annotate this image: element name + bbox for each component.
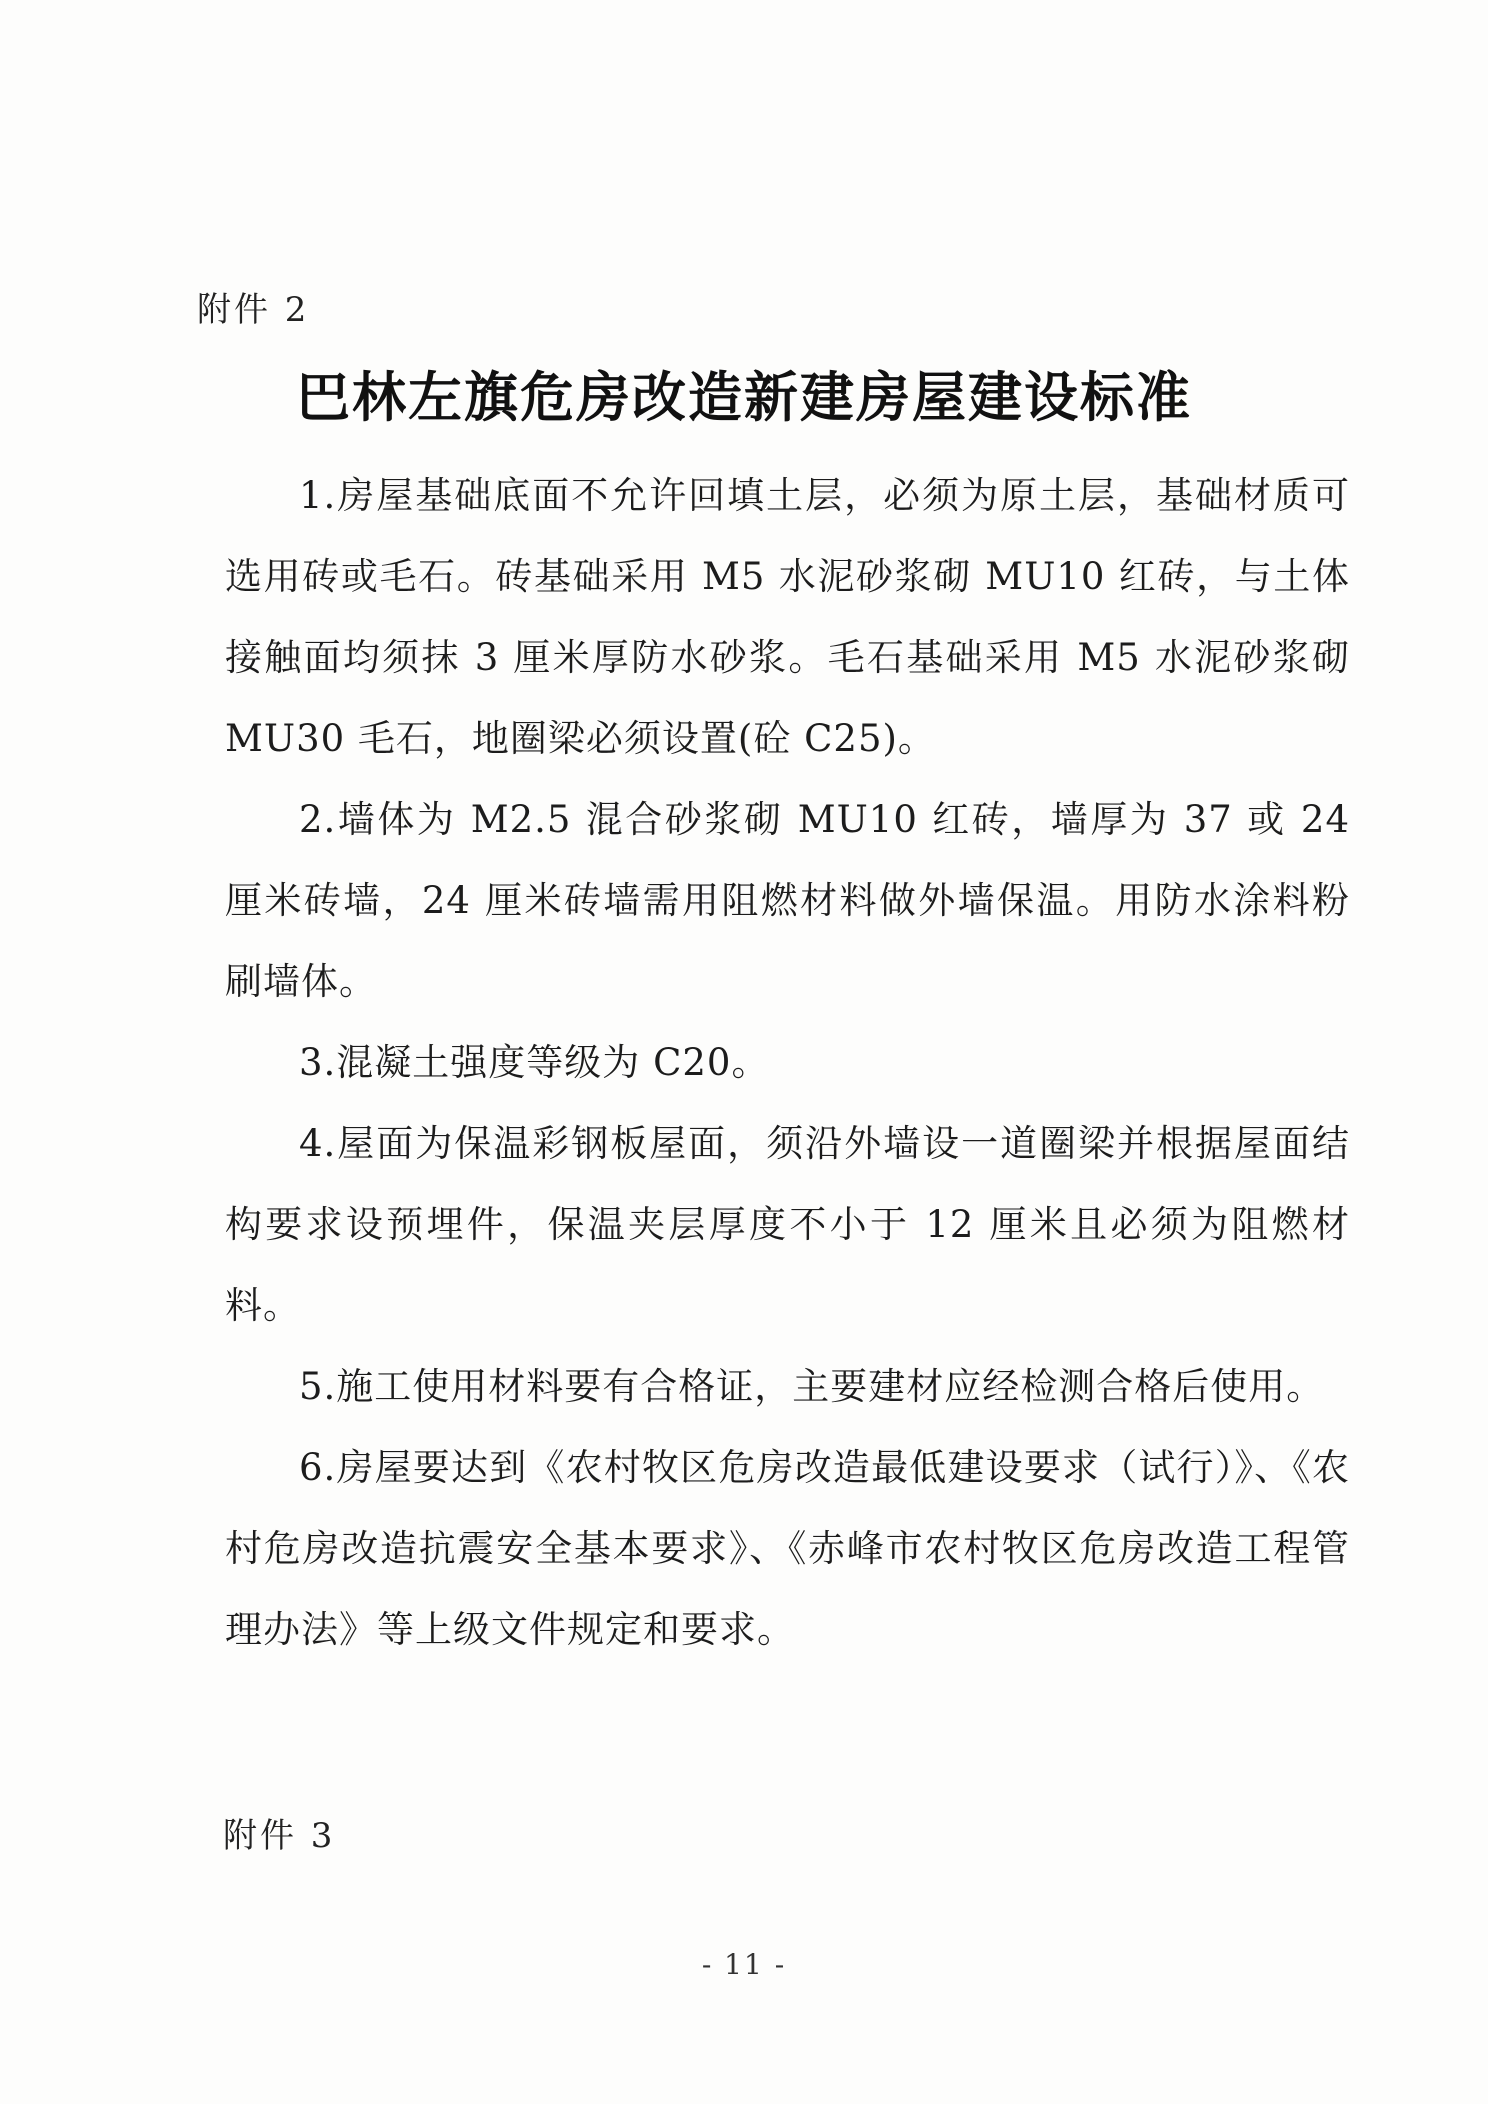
- paragraph-1: 1.房屋基础底面不允许回填土层，必须为原土层，基础材质可选用砖或毛石。砖基础采用 M5 水泥砂浆砌 MU10 红砖，与土体接触面均须抹 3 厘米厚防水砂浆。毛石基础采用 M5 水泥砂浆砌 MU30 毛石，地圈梁必须设置(砼 C25)。: [225, 474, 1350, 760]
- attachment-label-bottom: 附件 3: [223, 1816, 336, 1856]
- paragraph-3: 3.混凝土强度等级为 C20。: [299, 1041, 770, 1084]
- paragraph-4: 4.屋面为保温彩钢板屋面，须沿外墙设一道圈梁并根据屋面结构要求设预埋件，保温夹层厚度不小于 12 厘米且必须为阻燃材料。: [225, 1122, 1350, 1327]
- document-title: 巴林左旗危房改造新建房屋建设标准: [296, 365, 1192, 429]
- document-body: [225, 455, 1350, 1670]
- page-number: - 11 -: [701, 1948, 787, 1981]
- paragraph-6: 6.房屋要达到《农村牧区危房改造最低建设要求（试行）》、《农村危房改造抗震安全基本要求》、《赤峰市农村牧区危房改造工程管理办法》等上级文件规定和要求。: [225, 1446, 1350, 1651]
- attachment-label-top: 附件 2: [197, 290, 310, 330]
- paragraph-2: 2.墙体为 M2.5 混合砂浆砌 MU10 红砖，墙厚为 37 或 24 厘米砖墙，24 厘米砖墙需用阻燃材料做外墙保温。用防水涂料粉刷墙体。: [225, 798, 1350, 1003]
- paragraph-5: 5.施工使用材料要有合格证，主要建材应经检测合格后使用。: [299, 1365, 1325, 1408]
